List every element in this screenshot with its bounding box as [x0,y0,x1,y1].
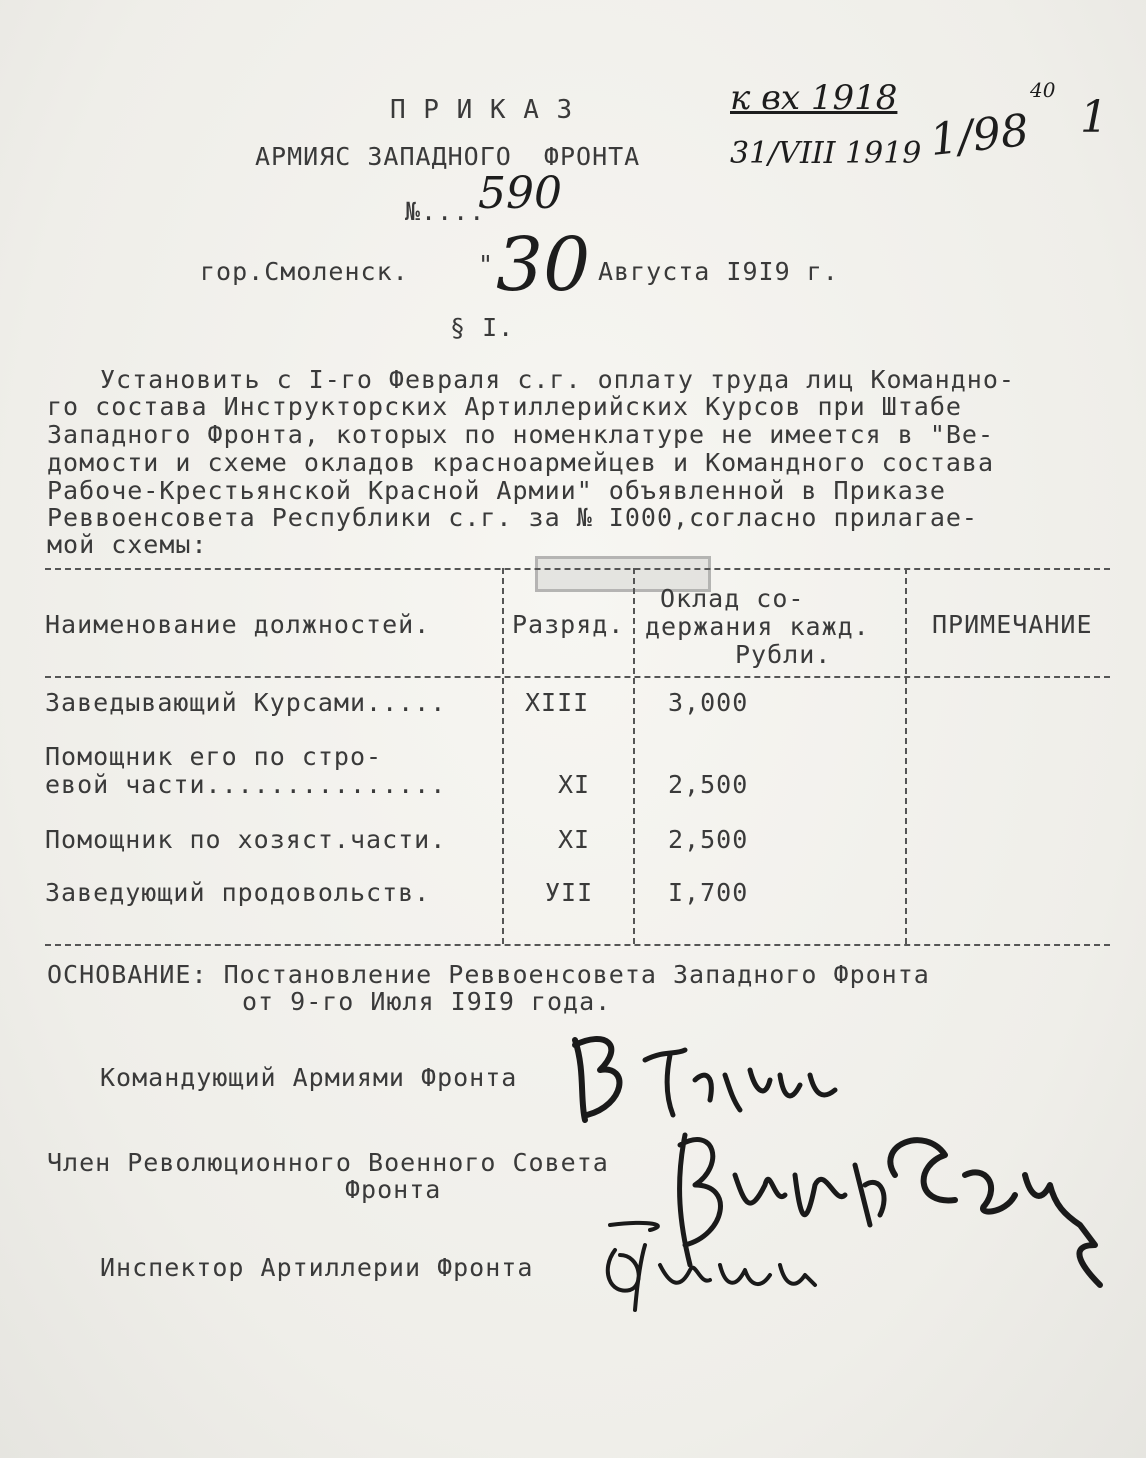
row-2-position: евой части............... [45,770,447,799]
header-rank: Разряд. [512,610,625,639]
order-date: Августа I9I9 г. [598,257,839,286]
table-column-divider-3 [905,568,907,944]
row-3-position: Помощник по хозяст.части. [45,825,447,854]
body-line-6: Реввоенсовета Республики с.г. за № I000,согласно прилагае- [47,503,978,532]
body-line-7: мой схемы: [47,530,208,559]
council-member-label: Член Революционного Военного Совета [47,1148,609,1177]
row-3-salary: 2,500 [668,825,749,854]
row-1-rank: XIII [525,688,590,717]
header-position: Наименование должностей. [45,610,431,639]
order-number-label: №.... [405,197,486,226]
handwritten-archive-code: 1/98 [927,104,1032,167]
row-4-rank: УII [545,878,594,907]
commander-label: Командующий Армиями Фронта [100,1063,518,1092]
row-4-position: Заведующий продовольств. [45,878,431,907]
table-column-divider-2 [633,568,635,944]
handwritten-day: 30 [496,222,591,308]
body-line-4: домости и схеме окладов красноармейцев и Командного состава [47,448,995,477]
handwritten-order-number: 590 [478,168,562,219]
handwritten-date-note: 31/VIII 1919 [730,136,922,171]
body-line-1: Установить с I-го Февраля с.г. оплату труда лиц Командно- [100,365,1015,394]
table-bottom-rule [45,944,1110,946]
body-line-3: Западного Фронта, которых по номенклатуре не имеется в "Ве- [47,420,995,449]
header-note: ПРИМЕЧАНИЕ [932,610,1093,639]
inspector-label: Инспектор Артиллерии Фронта [100,1253,534,1282]
order-place: гор.Смоленск. [200,257,409,286]
row-2-position-line-1: Помощник его по стро- [45,742,383,771]
handwritten-archive-sub: 40 [1030,78,1056,102]
date-quote-mark: " [478,250,495,279]
order-subtitle: АРМИЯС ЗАПАДНОГО ФРОНТА [255,142,641,171]
row-2-salary: 2,500 [668,770,749,799]
table-column-divider-1 [502,568,504,944]
handwritten-page-number: 1 [1080,92,1108,143]
header-salary-line-1: Оклад со- [660,584,805,613]
basis-line-2: от 9-го Июля I9I9 года. [242,987,612,1016]
table-header-rule [45,676,1110,678]
council-member-label-2: Фронта [345,1175,442,1204]
inspector-signature [590,1215,830,1335]
body-line-5: Рабоче-Крестьянской Красной Армии" объявленной в Приказе [47,476,946,505]
row-3-rank: XI [558,825,591,854]
header-salary-line-3: Рубли. [735,640,832,669]
order-title: П Р И К А З [390,95,574,125]
table-top-rule [45,568,1110,570]
row-2-rank: XI [558,770,591,799]
row-1-salary: 3,000 [668,688,749,717]
row-1-position: Заведывающий Курсами..... [45,688,447,717]
body-line-2: го состава Инструкторских Артиллерийских Курсов при Штабе [47,392,962,421]
basis-line-1: ОСНОВАНИЕ: Постановление Реввоенсовета Западного Фронта [47,960,930,989]
row-4-salary: I,700 [668,878,749,907]
header-salary-line-2: держания кажд. [645,612,870,641]
handwritten-receipt-note: к вх 1918 [730,78,898,118]
paragraph-number: § I. [450,313,515,342]
